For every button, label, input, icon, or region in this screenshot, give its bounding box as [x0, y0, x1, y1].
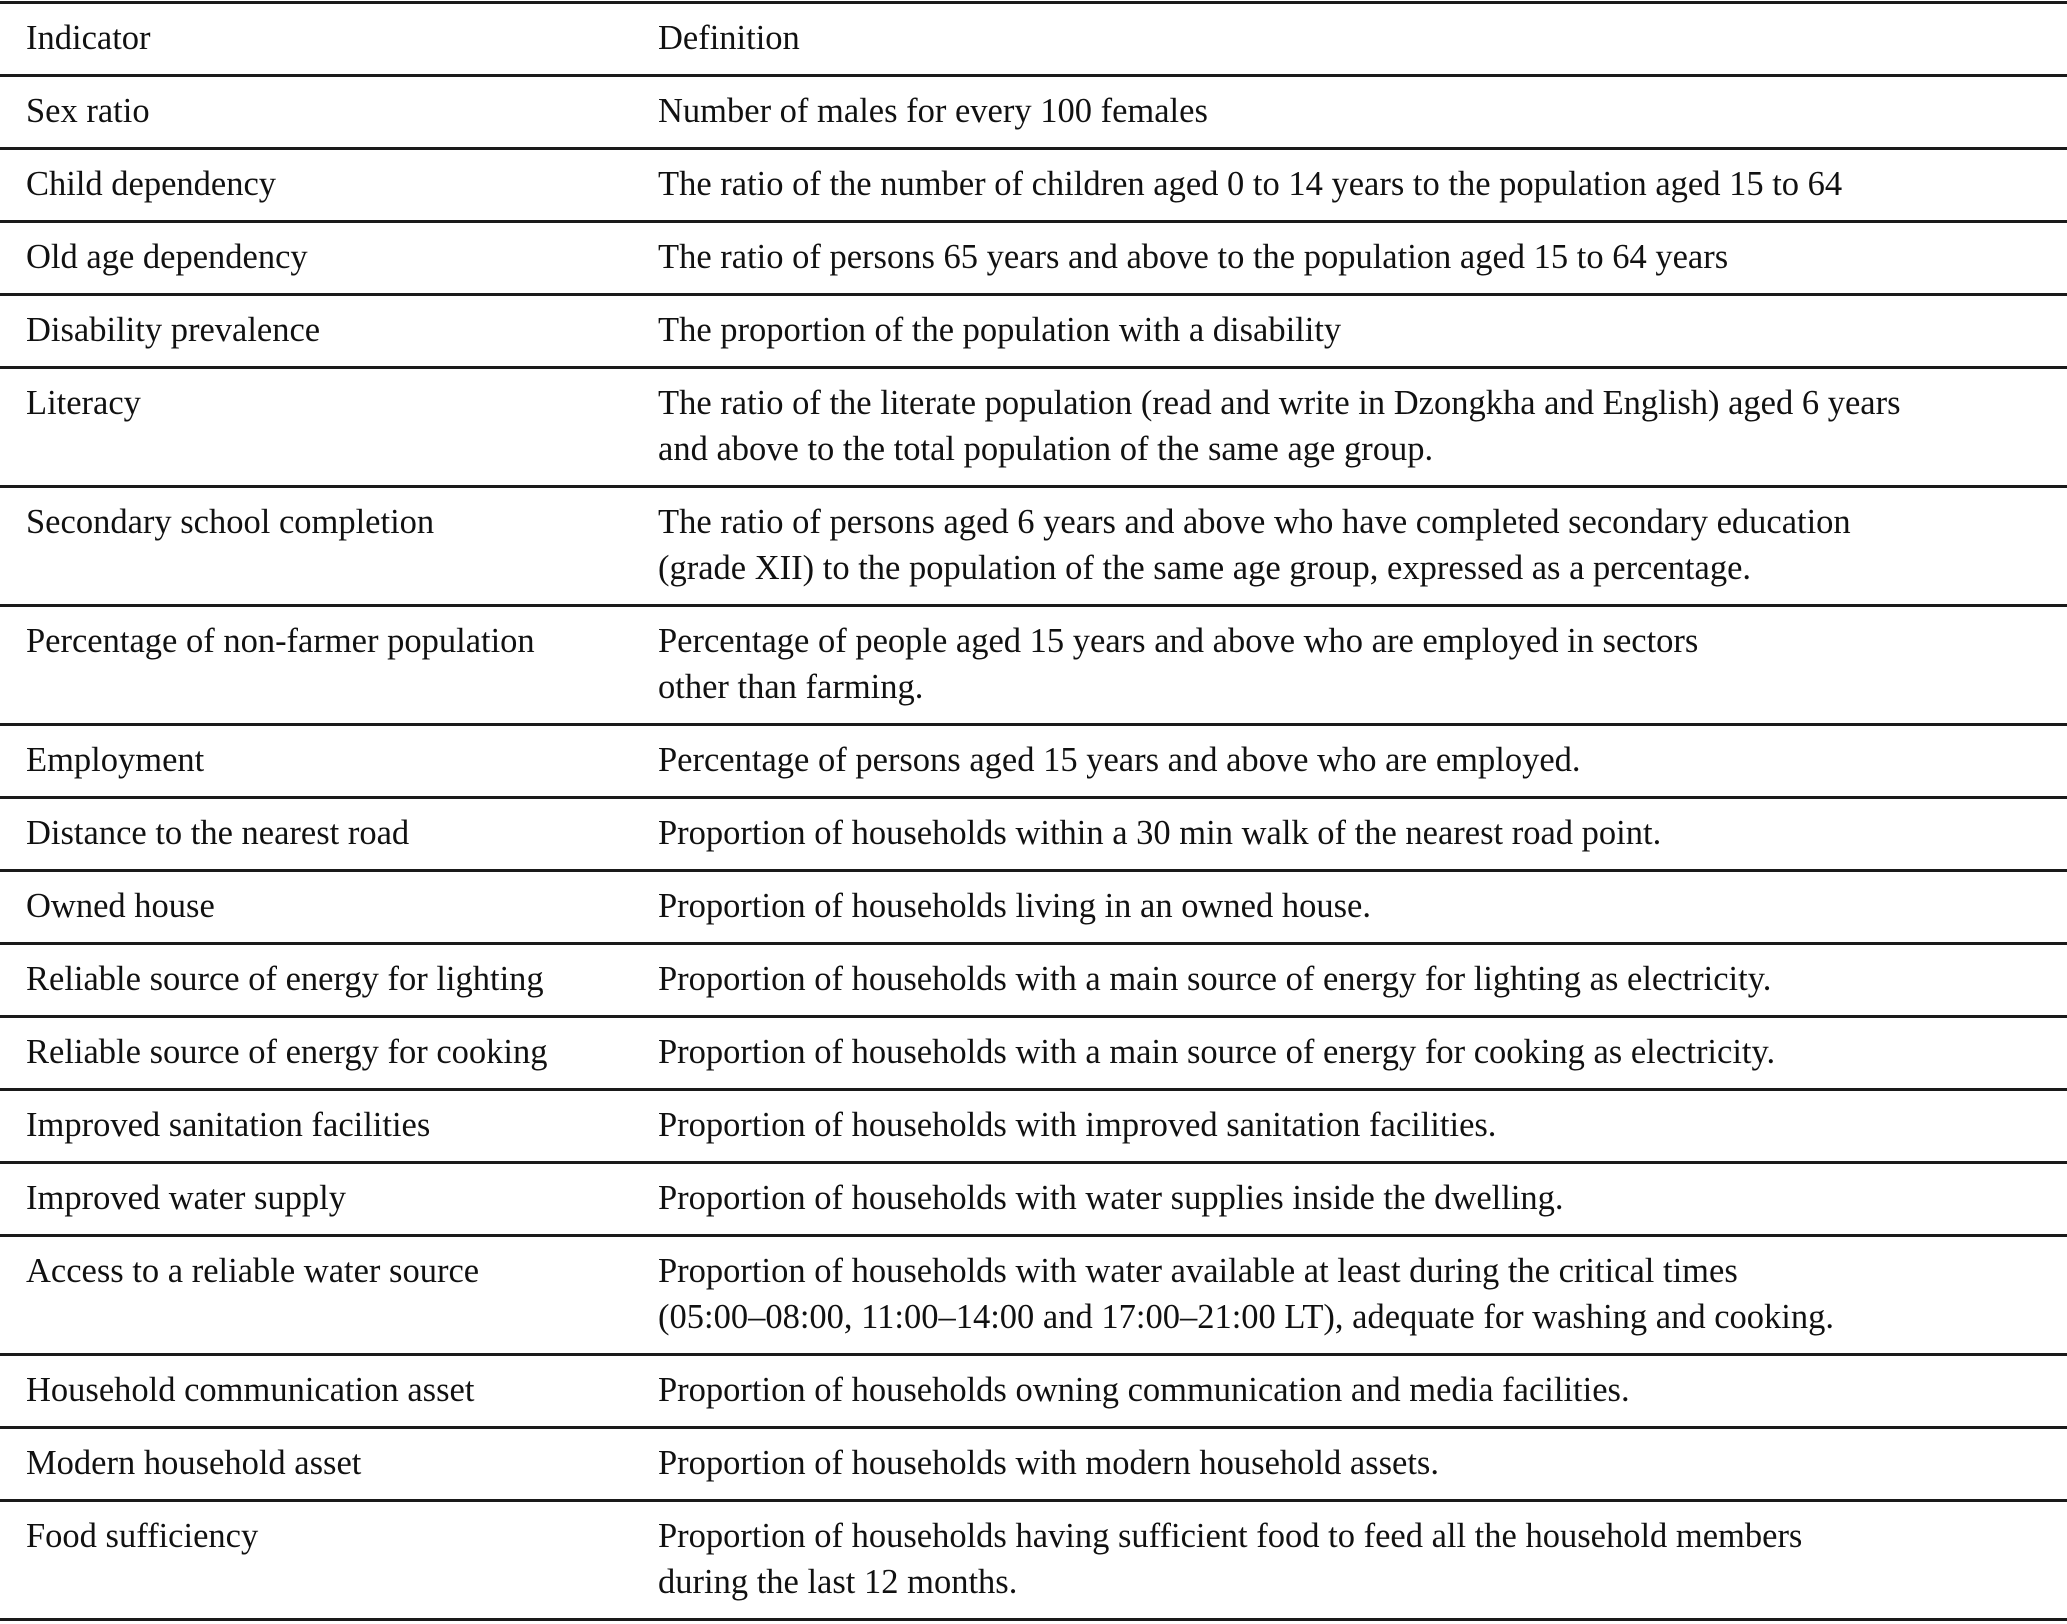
table-row: [0, 368, 2067, 487]
indicator-cell: Disability prevalence: [26, 311, 321, 349]
indicator-definition-table: [0, 1, 2067, 1621]
definition-line: Proportion of households with a main source of energy for lighting as electricity.: [658, 960, 1772, 998]
definition-cell: [632, 725, 2067, 798]
indicator-cell: Modern household asset: [26, 1444, 362, 1482]
definition-cell: [632, 76, 2067, 149]
definition-line: Percentage of persons aged 15 years and above who are employed.: [658, 741, 1581, 779]
definition-line: The ratio of persons aged 6 years and above who have completed secondary education: [658, 503, 1851, 541]
definition-line: Proportion of households having sufficient food to feed all the household members: [658, 1517, 1803, 1555]
table-row: [0, 1501, 2067, 1620]
definition-line: Proportion of households living in an owned house.: [658, 887, 1371, 925]
definition-line: and above to the total population of the same age group.: [658, 430, 1434, 468]
definition-cell: [632, 1017, 2067, 1090]
definition-line: Proportion of households within a 30 min walk of the nearest road point.: [658, 814, 1662, 852]
header-row: [0, 3, 2067, 76]
table-row: [0, 798, 2067, 871]
indicator-cell: Employment: [26, 741, 205, 779]
indicator-cell: Reliable source of energy for lighting: [26, 960, 544, 998]
table-row: [0, 944, 2067, 1017]
definition-line: Proportion of households with water available at least during the critical times: [658, 1252, 1738, 1290]
table-row: [0, 76, 2067, 149]
definition-line: The ratio of the number of children aged 0 to 14 years to the population aged 15 to 64: [658, 165, 1843, 203]
table-row: [0, 871, 2067, 944]
indicator-cell: Child dependency: [26, 165, 277, 203]
indicator-cell: Food sufficiency: [26, 1517, 259, 1555]
definition-line: The ratio of persons 65 years and above to the population aged 15 to 64 years: [658, 238, 1729, 276]
table-row: [0, 295, 2067, 368]
indicator-cell: Reliable source of energy for cooking: [26, 1033, 548, 1071]
column-header-definition: Definition: [658, 19, 800, 57]
definition-cell: [632, 606, 2067, 725]
definition-line: Proportion of households with water supplies inside the dwelling.: [658, 1179, 1564, 1217]
definition-cell: [632, 149, 2067, 222]
definition-cell: [632, 1090, 2067, 1163]
table-body: [0, 76, 2067, 1620]
table-row: [0, 487, 2067, 606]
definition-line: Proportion of households owning communication and media facilities.: [658, 1371, 1630, 1409]
definition-cell: [632, 1163, 2067, 1236]
definition-cell: [632, 222, 2067, 295]
definition-line: other than farming.: [658, 668, 924, 706]
table-header: [0, 3, 2067, 76]
indicator-cell: Secondary school completion: [26, 503, 435, 541]
definition-cell: [632, 1355, 2067, 1428]
table-row: [0, 1163, 2067, 1236]
table-row: [0, 1428, 2067, 1501]
definition-line: The ratio of the literate population (read and write in Dzongkha and English) aged 6 years: [658, 384, 1901, 422]
indicator-cell: Literacy: [26, 384, 141, 422]
definition-line: Number of males for every 100 females: [658, 92, 1208, 130]
definition-cell: [632, 295, 2067, 368]
definition-cell: [632, 1236, 2067, 1355]
definition-cell: [632, 487, 2067, 606]
definition-line: (grade XII) to the population of the same age group, expressed as a percentage.: [658, 549, 1752, 587]
definition-line: Proportion of households with improved sanitation facilities.: [658, 1106, 1497, 1144]
definition-line: Percentage of people aged 15 years and above who are employed in sectors: [658, 622, 1699, 660]
definition-line: The proportion of the population with a disability: [658, 311, 1342, 349]
definition-line: during the last 12 months.: [658, 1563, 1018, 1601]
table-row: [0, 1090, 2067, 1163]
table-row: [0, 149, 2067, 222]
definition-line: (05:00–08:00, 11:00–14:00 and 17:00–21:00 LT), adequate for washing and cooking.: [658, 1298, 1835, 1336]
definition-cell: [632, 871, 2067, 944]
table-row: [0, 222, 2067, 295]
indicator-cell: Percentage of non-farmer population: [26, 622, 535, 660]
definition-cell: [632, 1428, 2067, 1501]
definition-cell: [632, 368, 2067, 487]
definition-line: Proportion of households with modern household assets.: [658, 1444, 1439, 1482]
indicator-cell: Access to a reliable water source: [26, 1252, 480, 1290]
definition-cell: [632, 944, 2067, 1017]
table-row: [0, 606, 2067, 725]
definition-line: Proportion of households with a main source of energy for cooking as electricity.: [658, 1033, 1776, 1071]
table-row: [0, 1017, 2067, 1090]
indicator-cell: Household communication asset: [26, 1371, 475, 1409]
indicator-cell: Owned house: [26, 887, 215, 925]
indicator-cell: Sex ratio: [26, 92, 150, 130]
table-row: [0, 725, 2067, 798]
indicator-cell: Improved water supply: [26, 1179, 347, 1217]
indicator-cell: Improved sanitation facilities: [26, 1106, 431, 1144]
table-row: [0, 1236, 2067, 1355]
definition-cell: [632, 1501, 2067, 1620]
indicator-cell: Old age dependency: [26, 238, 308, 276]
definition-cell: [632, 798, 2067, 871]
column-header-indicator: Indicator: [26, 19, 151, 57]
indicator-cell: Distance to the nearest road: [26, 814, 410, 852]
table-row: [0, 1355, 2067, 1428]
